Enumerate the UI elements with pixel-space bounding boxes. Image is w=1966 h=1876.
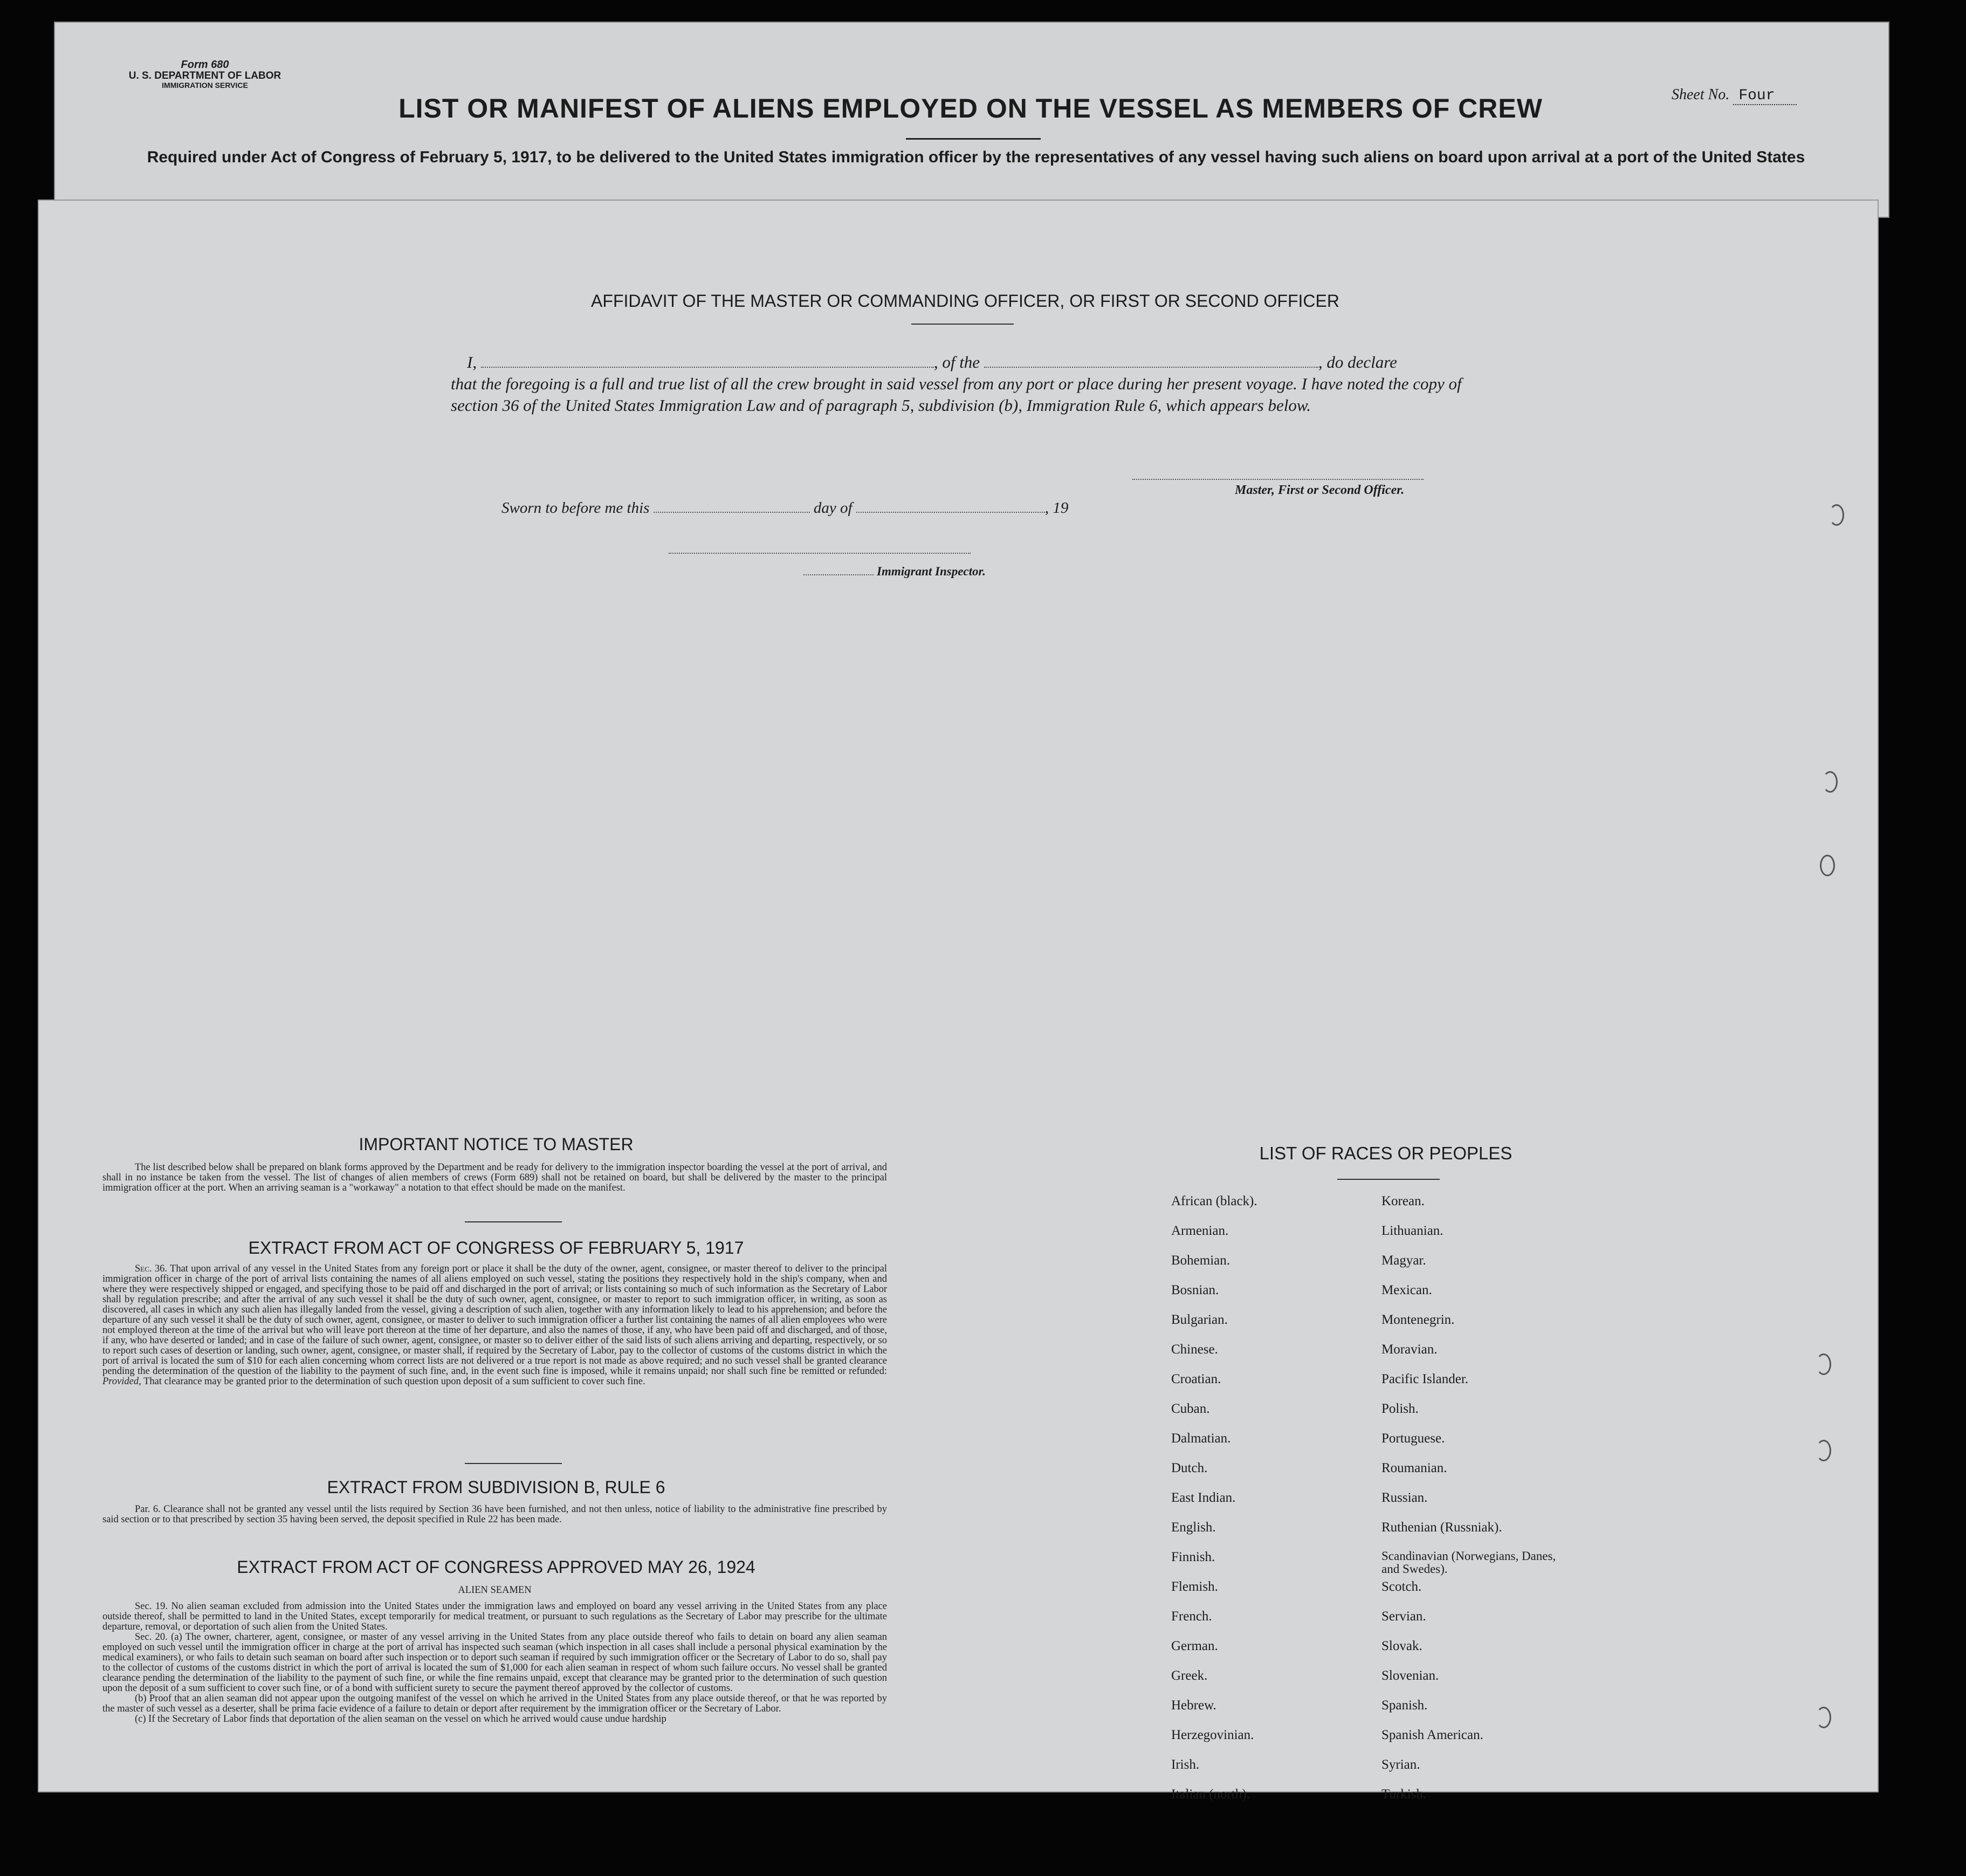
race-item: German. (1171, 1639, 1218, 1653)
race-item: Syrian. (1381, 1757, 1420, 1772)
race-item: Ruthenian (Russniak). (1381, 1520, 1502, 1535)
races-heading: LIST OF RACES OR PEOPLES (1259, 1143, 1513, 1163)
binder-hole (1823, 771, 1838, 793)
notice-text: The list described below shall be prepared on blank forms approved by the Department and be ready for delivery to the immigration inspector boarding the vessel at the port of arrival, and shall in no instance be taken from the vessel. The list of changes of alien members of crews (Form 689) shall not be retained on board, but shall be delivered by the master to the principal immigration officer at the port. When an arriving seaman is a "workaway" a notation to that effect should be made on the manifest. (102, 1162, 887, 1193)
race-item: Montenegrin. (1381, 1312, 1455, 1327)
vessel-name-field[interactable] (984, 367, 1318, 368)
requirement-text: Required under Act of Congress of February 5, 1917, to be delivered to the United States immigration officer by the representatives of any vessel having such aliens on board upon arrival at a port of the United States (147, 148, 1805, 166)
inspector-signature-line[interactable] (669, 553, 971, 554)
act1924-sec20c: (c) If the Secretary of Labor finds that deportation of the alien seaman on the vessel on which he arrived would cause undue hardship (135, 1714, 666, 1724)
form-identifier (124, 59, 286, 90)
binder-hole (1816, 1353, 1831, 1375)
race-item: Korean. (1381, 1194, 1425, 1208)
act1924-sec20a: Sec. 20. (a) The owner, charterer, agent, consignee, or master of any vessel arriving in the United States from any place outside thereof who fails to detain on board any alien seaman employed on such vessel until the immigration officer in charge at the port of arrival has inspected such seaman (which inspection in all cases shall include a personal physical examination by the medical examiners), or who fails to detain such seaman on board after such inspection or to deport such seaman if required by such immigration officer or the Secretary of Labor to do so, shall pay to the collector of customs of the customs district in which the port of arrival is located the sum of $1,000 for each alien seaman in respect of whom such failure occurs. No vessel shall be granted clearance pending the determination of the liability to the payment of such fine, or while the fine remains unpaid, except that clearance may be granted prior to the determination of such question upon the deposit of a sum sufficient to cover such fine, or of a bond with sufficient surety to secure the payment thereof approved by the collector of customs. (102, 1632, 887, 1694)
race-item: Chinese. (1171, 1342, 1218, 1357)
race-item: Spanish. (1381, 1698, 1428, 1713)
extract-1917-divider (465, 1463, 562, 1464)
act1924-text (102, 1602, 887, 1788)
race-item: Dalmatian. (1171, 1431, 1231, 1446)
race-item: Magyar. (1381, 1253, 1426, 1268)
sworn-month-field[interactable] (856, 512, 1045, 513)
race-item: Bosnian. (1171, 1283, 1219, 1297)
inspector-dot-leader (803, 574, 874, 575)
race-item: Servian. (1381, 1609, 1426, 1624)
service-name: IMMIGRATION SERVICE (162, 80, 248, 90)
race-item: Croatian. (1171, 1372, 1221, 1386)
race-item: Pacific Islander. (1381, 1372, 1469, 1386)
race-item: Bulgarian. (1171, 1312, 1228, 1327)
sheet-number-label: Sheet No. (1672, 86, 1730, 103)
inspector-label: Immigrant Inspector. (877, 565, 986, 578)
race-item: English. (1171, 1520, 1216, 1535)
race-item: Italian (north). (1171, 1787, 1250, 1802)
race-item: Cuban. (1171, 1401, 1210, 1416)
extract-1917-proviso-label: Provided, (102, 1376, 141, 1387)
binder-hole (1816, 1440, 1831, 1461)
races-divider (1337, 1179, 1440, 1180)
race-item: Polish. (1381, 1401, 1419, 1416)
race-item: Hebrew. (1171, 1698, 1216, 1713)
front-sheet (38, 200, 1879, 1792)
affidavit-statement: that the foregoing is a full and true list of all the crew brought in said vessel from any port or place during her present voyage. I have noted the copy of section 36 of the United States Immigration Law and of paragraph 5, subdivision (b), Immigration Rule 6, which appears below. (451, 374, 1462, 415)
inspector-label-row (803, 565, 986, 579)
form-number: Form 680 (181, 59, 229, 71)
extract-1917-section: Sec. 36. (135, 1263, 167, 1274)
race-item: Roumanian. (1381, 1461, 1447, 1475)
act1924-heading: EXTRACT FROM ACT OF CONGRESS APPROVED MAY 26, 1924 (237, 1557, 755, 1577)
race-item: Mexican. (1381, 1283, 1432, 1297)
extract-1917-body: That upon arrival of any vessel in the United States from any foreign port or place it shall be the duty of the owner, agent, consignee, or master thereof to deliver to the principal immigration officer in charge of the port of arrival lists containing the names of all aliens employed on such vessel, stating the positions they respectively hold in the ship's company, when and where they were respectively shipped or engaged, and specifying those to be paid off and discharged in the port of arrival; or lists containing so much of such information as the Secretary of Labor shall by regulation prescribe; and after the arrival of any such vessel it shall be the duty of such owner, agent, consignee, or master to report to such immigration officer, in writing, as soon as discovered, all cases in which any such alien has illegally landed from the vessel, giving a description of such alien, together with any information likely to lead to his apprehension; and before the departure of any such vessel it shall be the duty of such owner, agent, consignee, or master to deliver to such immigration officer a further list containing the names of all alien employees who were not employed thereon at the time of the arrival but who will leave port thereon at the time of her departure, and also the names of those, if any, who have been paid off and discharged, and of those, if any, who have deserted or landed; and in case of the failure of such owner, agent, consignee, or master so to deliver either of the said lists of such aliens arriving and departing, respectively, or so to report such cases of desertion or landing, such owner, agent, consignee, or master shall, if required by the Secretary of Labor, pay to the collector of customs of the customs district in which the port of arrival is located the sum of $10 for each alien concerning whom correct lists are not delivered or a true report is not made as above required; and no such vessel shall be granted clearance pending the determination of the question of the liability to the payment of such fine, and, in the event such fine is imposed, while it remains unpaid; nor shall such fine be remitted or refunded: (102, 1263, 887, 1377)
affidavit-do-declare: , do declare (1318, 353, 1397, 372)
race-item: Armenian. (1171, 1224, 1229, 1238)
race-item: French. (1171, 1609, 1212, 1624)
sworn-day-field[interactable] (654, 512, 810, 513)
act1924-sec20b: (b) Proof that an alien seaman did not appear upon the outgoing manifest of the vessel on which he arrived in the United States from any place outside thereof, or that he was reported by the master of such vessel as a deserter, shall be prima facie evidence of a failure to detain or deport after requirement by the immigration officer or the Secretary of Labor. (102, 1693, 887, 1714)
affidavit-i-label: I, (467, 353, 477, 372)
race-item: Dutch. (1171, 1461, 1208, 1475)
rule6-heading: EXTRACT FROM SUBDIVISION B, RULE 6 (327, 1478, 665, 1497)
race-item: Slovak. (1381, 1639, 1422, 1653)
sworn-prefix: Sworn to before me this (501, 499, 650, 517)
master-signature-line[interactable] (1132, 479, 1424, 480)
sheet-number (1672, 86, 1797, 104)
binder-hole (1829, 504, 1844, 526)
master-name-field[interactable] (481, 367, 934, 368)
notice-divider (465, 1221, 562, 1222)
notice-heading: IMPORTANT NOTICE TO MASTER (359, 1135, 634, 1154)
race-item: Spanish American. (1381, 1728, 1483, 1742)
race-item: Flemish. (1171, 1579, 1218, 1594)
affidavit-of-the: , of the (933, 353, 980, 372)
extract-1917-text (102, 1264, 887, 1387)
title-divider (906, 138, 1041, 140)
sheet-number-value: Four (1733, 87, 1796, 105)
sworn-line (501, 499, 1068, 517)
affidavit-heading: AFFIDAVIT OF THE MASTER OR COMMANDING OFFICER, OR FIRST OR SECOND OFFICER (591, 291, 1339, 311)
sworn-day-of: day of (813, 499, 853, 517)
race-item: Greek. (1171, 1668, 1208, 1683)
race-item: Herzegovinian. (1171, 1728, 1254, 1742)
race-item: Slovenian. (1381, 1668, 1439, 1683)
race-item: African (black). (1171, 1194, 1257, 1208)
race-item: Bohemian. (1171, 1253, 1231, 1268)
binder-hole (1820, 855, 1835, 876)
race-item: Scotch. (1381, 1579, 1422, 1594)
race-item: Finnish. (1171, 1550, 1215, 1564)
race-item: East Indian. (1171, 1490, 1236, 1505)
race-item: Moravian. (1381, 1342, 1438, 1357)
race-item: Turkish. (1381, 1787, 1427, 1802)
extract-1917-proviso: That clearance may be granted prior to the determination of such question upon deposit of a sum sufficient to cover such fine. (143, 1376, 645, 1387)
act1924-subheading: ALIEN SEAMEN (458, 1585, 532, 1596)
department-name: U. S. DEPARTMENT OF LABOR (128, 70, 281, 81)
rule6-text: Par. 6. Clearance shall not be granted any vessel until the lists required by Section 36 have been furnished, and not then unless, notice of liability to the administrative fine prescribed by said section or to that prescribed by section 35 having been served, the deposit specified in Rule 22 has been made. (102, 1504, 887, 1525)
sworn-year-prefix: , 19 (1044, 499, 1069, 517)
race-item: Irish. (1171, 1757, 1200, 1772)
affidavit-body (451, 352, 1470, 416)
extract-1917-heading: EXTRACT FROM ACT OF CONGRESS OF FEBRUARY 5, 1917 (248, 1238, 744, 1257)
affidavit-divider (911, 324, 1014, 325)
act1924-sec19: Sec. 19. No alien seaman excluded from admission into the United States under the immigration laws and employed on board any vessel arriving in the United States from any place outside thereof, shall be permitted to land in the United States, except temporarily for medical treatment, or pursuant to such regulations as the Secretary of Labor may prescribe for the ultimate departure, removal, or deportation of such alien from the United States. (102, 1602, 887, 1632)
page-title: LIST OR MANIFEST OF ALIENS EMPLOYED ON THE VESSEL AS MEMBERS OF CREW (398, 93, 1543, 123)
binder-hole (1816, 1707, 1831, 1728)
master-signature-label: Master, First or Second Officer. (1235, 483, 1405, 497)
race-item: Scandinavian (Norwegians, Danes, and Swedes). (1381, 1549, 1556, 1576)
race-item: Lithuanian. (1381, 1224, 1443, 1238)
race-item: Portuguese. (1381, 1431, 1445, 1446)
race-item: Russian. (1381, 1490, 1428, 1505)
